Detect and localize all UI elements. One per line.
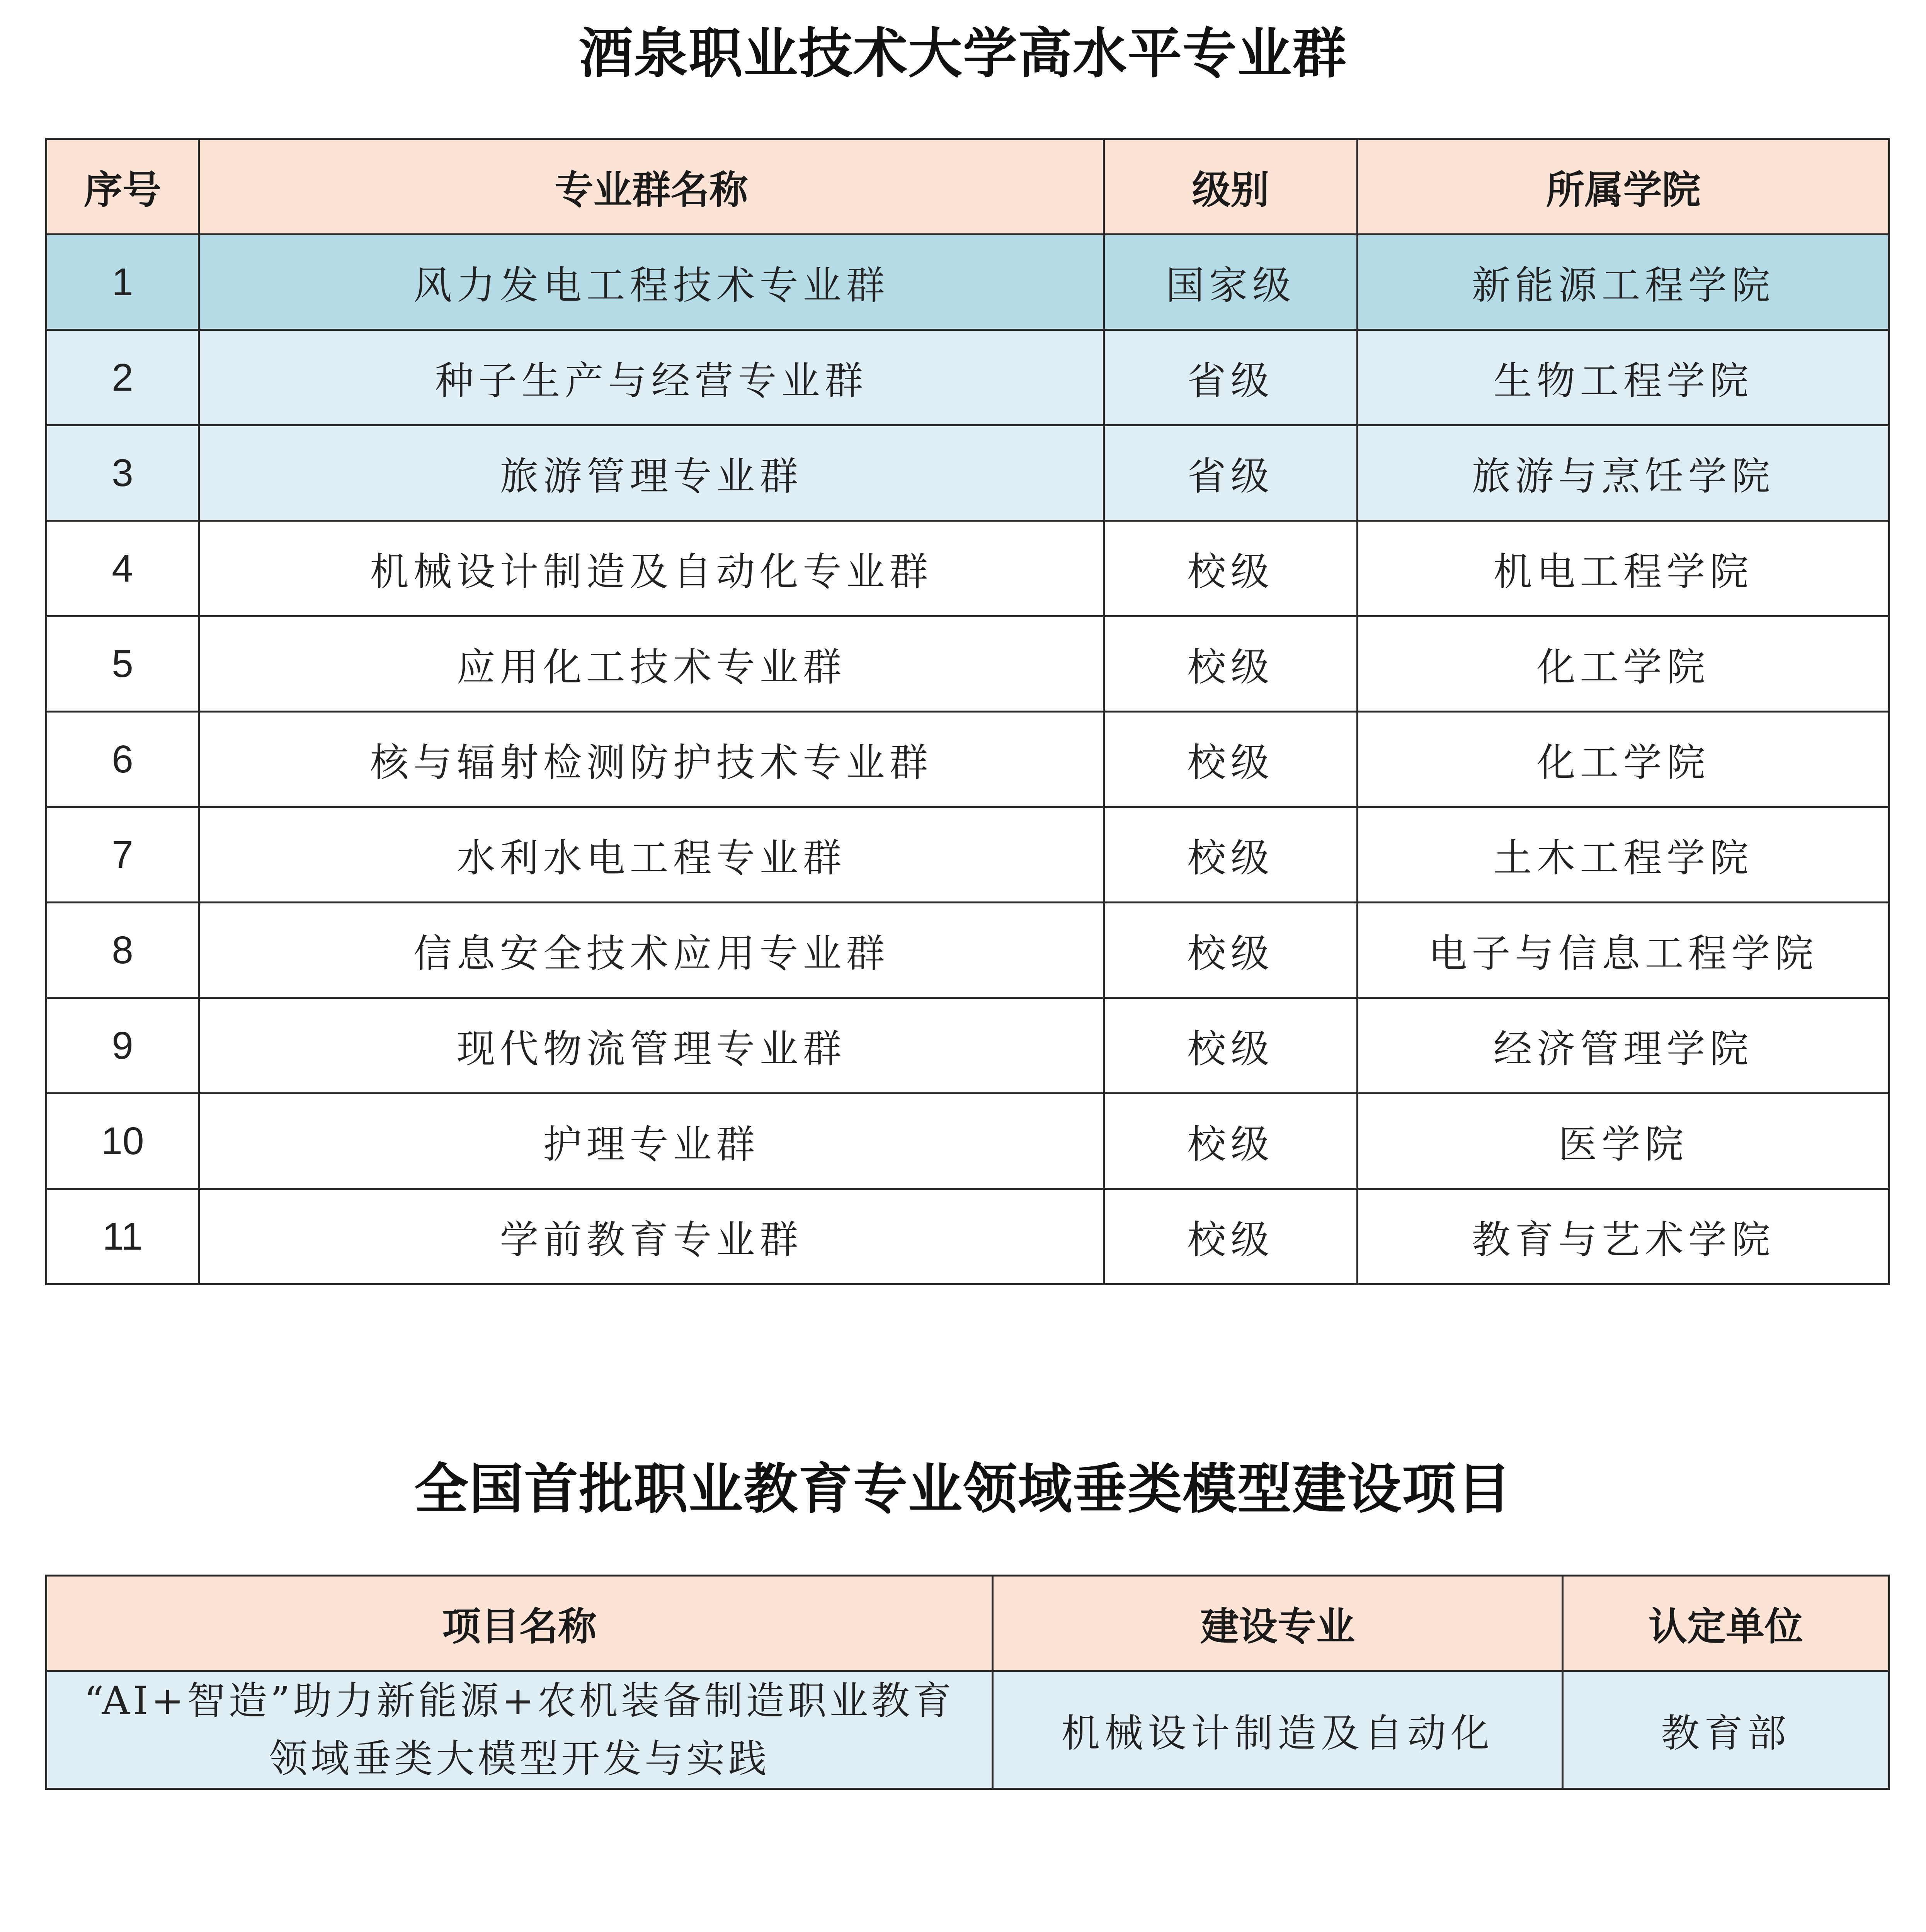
cell-no: 5 xyxy=(46,616,199,712)
cell-no: 4 xyxy=(46,521,199,616)
cell-college: 电子与信息工程学院 xyxy=(1358,903,1889,998)
cell-no: 1 xyxy=(46,235,199,330)
cell-level: 校级 xyxy=(1104,521,1358,616)
cell-college: 生物工程学院 xyxy=(1358,330,1889,425)
cell-no: 2 xyxy=(46,330,199,425)
cell-level: 校级 xyxy=(1104,1189,1358,1284)
cell-level: 国家级 xyxy=(1104,235,1358,330)
project-name-line-2: 领域垂类大模型开发与实践 xyxy=(269,1736,770,1781)
cell-level: 校级 xyxy=(1104,998,1358,1094)
vertical-model-project-table xyxy=(45,1575,1890,1790)
section1-title: 酒泉职业技术大学高水平专业群 xyxy=(578,22,1347,85)
project-name-line-1: “AI+智造”助力新能源+农机装备制造职业教育 xyxy=(84,1678,955,1723)
cell-college: 化工学院 xyxy=(1358,712,1889,807)
table-header-row xyxy=(46,1576,1889,1671)
cell-no: 7 xyxy=(46,807,199,903)
cell-level: 校级 xyxy=(1104,807,1358,903)
cell-college: 旅游与烹饪学院 xyxy=(1358,425,1889,521)
cell-college: 医学院 xyxy=(1358,1094,1889,1189)
cell-group-name: 水利水电工程专业群 xyxy=(199,807,1104,903)
cell-group-name: 应用化工技术专业群 xyxy=(199,616,1104,712)
cell-authority: 教育部 xyxy=(1563,1671,1889,1789)
cell-college: 新能源工程学院 xyxy=(1358,235,1889,330)
section2-title: 全国首批职业教育专业领域垂类模型建设项目 xyxy=(414,1458,1512,1521)
table-row xyxy=(46,1094,1889,1189)
cell-no: 3 xyxy=(46,425,199,521)
cell-no: 11 xyxy=(46,1189,199,1284)
table-row xyxy=(46,998,1889,1094)
table-row xyxy=(46,807,1889,903)
table-header-row xyxy=(46,139,1889,235)
cell-group-name: 护理专业群 xyxy=(199,1094,1104,1189)
header-level: 级别 xyxy=(1104,139,1358,235)
cell-group-name: 风力发电工程技术专业群 xyxy=(199,235,1104,330)
header-major: 建设专业 xyxy=(993,1576,1563,1671)
cell-level: 省级 xyxy=(1104,330,1358,425)
table-row xyxy=(46,712,1889,807)
header-project-name: 项目名称 xyxy=(46,1576,993,1671)
cell-group-name: 现代物流管理专业群 xyxy=(199,998,1104,1094)
table-row xyxy=(46,521,1889,616)
header-authority: 认定单位 xyxy=(1563,1576,1889,1671)
cell-level: 校级 xyxy=(1104,712,1358,807)
header-college: 所属学院 xyxy=(1358,139,1889,235)
table-row xyxy=(46,330,1889,425)
specialty-group-table xyxy=(45,138,1890,1285)
table-row xyxy=(46,425,1889,521)
cell-major: 机械设计制造及自动化 xyxy=(993,1671,1563,1789)
cell-project-name xyxy=(46,1671,993,1789)
cell-college: 经济管理学院 xyxy=(1358,998,1889,1094)
header-group-name: 专业群名称 xyxy=(199,139,1104,235)
cell-no: 6 xyxy=(46,712,199,807)
table-row xyxy=(46,616,1889,712)
cell-group-name: 学前教育专业群 xyxy=(199,1189,1104,1284)
table-row xyxy=(46,235,1889,330)
cell-college: 土木工程学院 xyxy=(1358,807,1889,903)
cell-group-name: 机械设计制造及自动化专业群 xyxy=(199,521,1104,616)
cell-level: 校级 xyxy=(1104,903,1358,998)
cell-level: 校级 xyxy=(1104,1094,1358,1189)
cell-college: 教育与艺术学院 xyxy=(1358,1189,1889,1284)
cell-group-name: 旅游管理专业群 xyxy=(199,425,1104,521)
cell-level: 省级 xyxy=(1104,425,1358,521)
cell-level: 校级 xyxy=(1104,616,1358,712)
header-no: 序号 xyxy=(46,139,199,235)
cell-college: 机电工程学院 xyxy=(1358,521,1889,616)
cell-group-name: 核与辐射检测防护技术专业群 xyxy=(199,712,1104,807)
cell-no: 8 xyxy=(46,903,199,998)
table-row xyxy=(46,903,1889,998)
cell-no: 10 xyxy=(46,1094,199,1189)
table-row xyxy=(46,1189,1889,1284)
cell-group-name: 信息安全技术应用专业群 xyxy=(199,903,1104,998)
table-row xyxy=(46,1671,1889,1789)
cell-college: 化工学院 xyxy=(1358,616,1889,712)
cell-group-name: 种子生产与经营专业群 xyxy=(199,330,1104,425)
cell-no: 9 xyxy=(46,998,199,1094)
